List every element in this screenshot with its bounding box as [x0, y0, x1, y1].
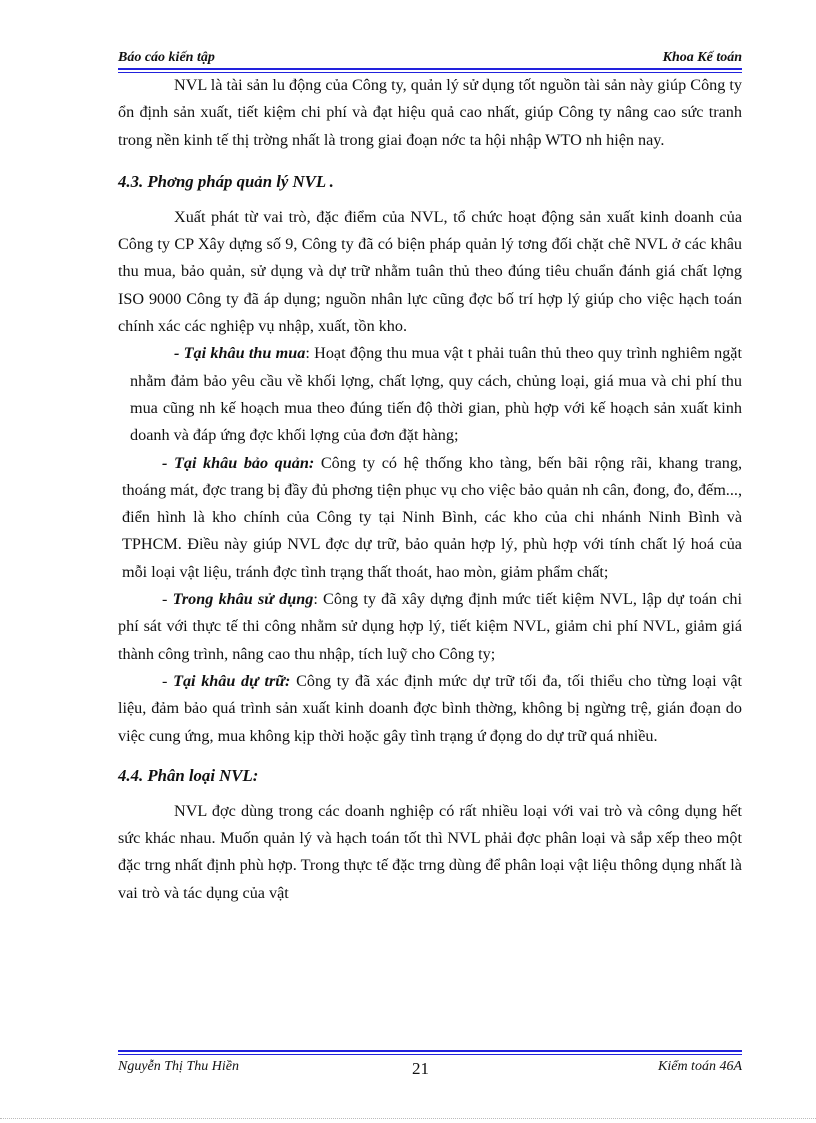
item-storage-lead: - Tại khâu bảo quản:	[162, 453, 315, 472]
header-faculty: Khoa Kế toán	[662, 50, 742, 65]
page-body	[118, 72, 742, 907]
item-reserve-text: Công ty đã xác định mức dự trữ tối đa, tối thiểu cho từng loại vật liệu, đảm bảo quá trình sản xuất kinh doanh đợc bình thờng, không bị ngừng trệ, gián đoạn do việc cung ứng, mua không kịp thời hoặc gây tình trạng ứ đọng do dự trữ quá nhiều.	[118, 671, 742, 745]
page-footer	[118, 1059, 742, 1081]
item-purchasing	[118, 340, 742, 449]
page-edge-divider	[0, 1118, 816, 1119]
item-storage-text: Công ty có hệ thống kho tàng, bến bãi rộng rãi, khang trang, thoáng mát, đợc trang bị đầy đủ phơng tiện phục vụ cho việc bảo quản nh cân, đong, đo, đếm..., điển hình là kho chính của Công ty tại Ninh Bình, các kho của chi nhánh Ninh Bình và TPHCM. Điều này giúp NVL đợc dự trữ, bảo quản hợp lý, phù hợp với tính chất lý hoá của mỗi loại vật liệu, tránh đợc tình trạng thất thoát, hao mòn, giảm phẩm chất;	[122, 453, 742, 581]
paragraph-nvl-importance: NVL là tài sản lu động của Công ty, quản lý sử dụng tốt nguồn tài sản này giúp Công ty ổn định sản xuất, tiết kiệm chi phí và đạt hiệu quả cao nhất, giúp Công ty nâng cao sức tranh trong nền kinh tế thị trờng nhất là trong giai đoạn nớc ta hội nhập WTO nh hiện nay.	[118, 76, 742, 149]
header-report-title: Báo cáo kiến tập	[118, 50, 215, 65]
paragraph-classification: NVL đợc dùng trong các doanh nghiệp có rất nhiều loại với vai trò và công dụng hết sức khác nhau. Muốn quản lý và hạch toán tốt thì NVL phải đợc phân loại và sắp xếp theo một đặc trng nhất định phù hợp. Trong thực tế đặc trng dùng để phân loại vật liệu thông dụng nhất là vai trò và tác dụng của vật	[118, 801, 742, 902]
header-rule	[118, 68, 742, 70]
paragraph-management-method: Xuất phát từ vai trò, đặc điểm của NVL, tổ chức hoạt động sản xuất kinh doanh của Công ty CP Xây dựng số 9, Công ty đã có biện pháp quản lý tơng đối chặt chẽ NVL ở các khâu thu mua, bảo quản, sử dụng và dự trữ nhằm tuân thủ theo đúng tiêu chuẩn đánh giá chất lợng ISO 9000 Công ty đã áp dụng; nguồn nhân lực cũng đợc bố trí hợp lý giúp cho việc hạch toán chính xác các nghiệp vụ nhập, xuất, tồn kho.	[118, 207, 742, 336]
footer-rule	[118, 1050, 742, 1052]
footer-author: Nguyễn Thị Thu Hiền	[118, 1059, 239, 1074]
footer-class: Kiểm toán 46A	[658, 1059, 742, 1074]
item-reserve-lead: Tại khâu dự trữ:	[173, 671, 291, 690]
item-storage	[118, 450, 742, 586]
item-usage-lead: Trong khâu sử dụng	[172, 590, 314, 609]
item-purchasing-lead: - Tại khâu thu mua	[174, 344, 306, 363]
heading-4-3: 4.3. Phơng pháp quản lý NVL .	[118, 171, 334, 191]
item-usage-text: : Công ty đã xây dựng định mức tiết kiệm NVL, lập dự toán chi phí sát với thực tế thi công nhằm sử dụng hợp lý, tiết kiệm NVL, giảm chi phí NVL, giảm giá thành công trình, nâng cao thu nhập, tích luỹ cho Công ty;	[118, 590, 742, 663]
page-header	[118, 50, 742, 68]
item-reserve	[118, 668, 742, 750]
item-reserve-dash: -	[162, 671, 174, 690]
item-usage	[118, 586, 742, 668]
footer-rule-thin	[118, 1054, 742, 1055]
page-number: 21	[412, 1059, 429, 1078]
item-usage-dash: -	[162, 590, 173, 609]
heading-4-4: 4.4. Phân loại NVL:	[118, 765, 259, 785]
item-purchasing-text: : Hoạt động thu mua vật t phải tuân thủ theo quy trình nghiêm ngặt nhằm đảm bảo yêu cầu về khối lợng, chất lợng, quy cách, chủng loại, giá mua và chi phí thu mua cũng nh kế hoạch mua theo đúng tiến độ thời gian, phù hợp với kế hoạch sản xuất kinh doanh và đáp ứng đợc khối lợng của đơn đặt hàng;	[130, 344, 742, 445]
